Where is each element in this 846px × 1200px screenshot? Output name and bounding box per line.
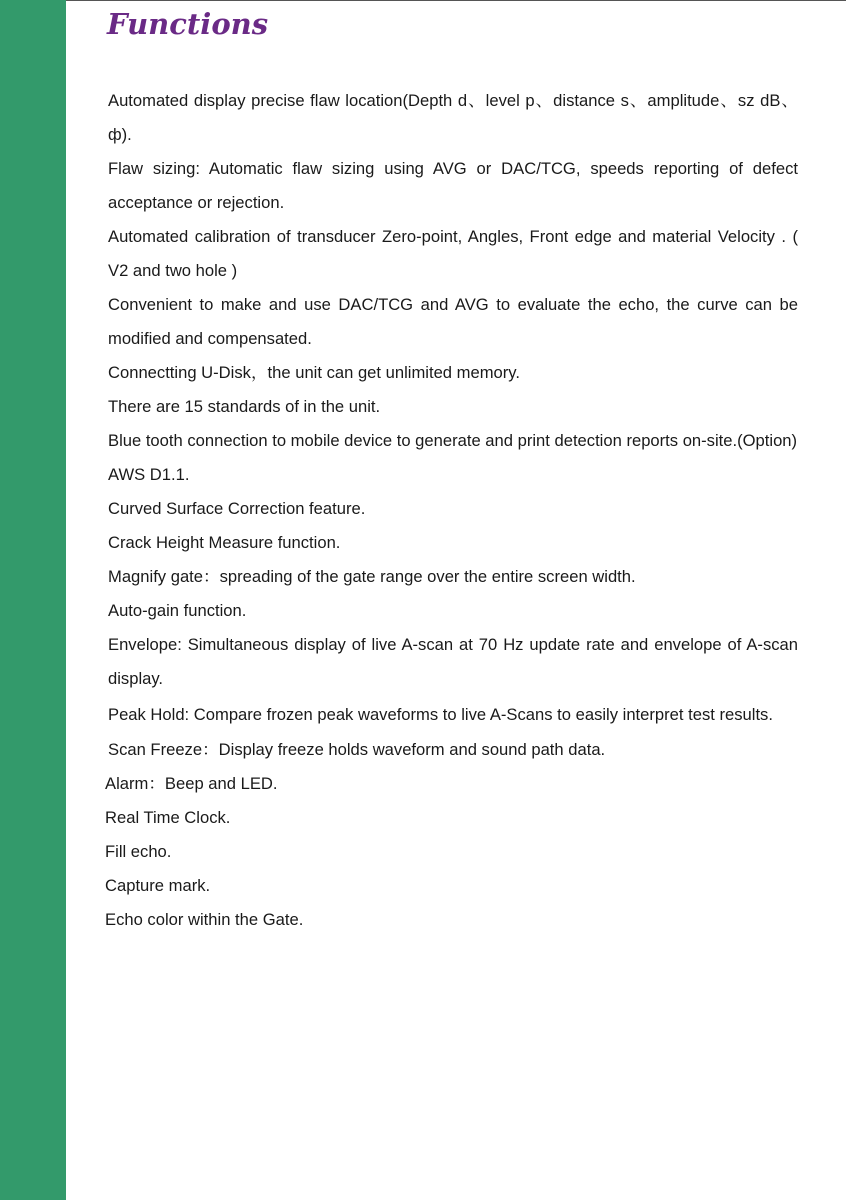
feature-item-u-disk: Connectting U-Disk，the unit can get unlimited memory. — [108, 363, 520, 382]
feature-list — [105, 84, 798, 937]
feature-item-crack-height: Crack Height Measure function. — [108, 533, 341, 552]
top-rule — [66, 0, 846, 1]
feature-item-standards: There are 15 standards of in the unit. — [108, 397, 381, 416]
feature-item-flaw-location: Automated display precise flaw location(Depth d、level p、distance s、amplitude、sz dB、ф). — [108, 91, 798, 144]
feature-item-envelope: Envelope: Simultaneous display of live A-scan at 70 Hz update rate and envelope of A-scan display. — [108, 635, 798, 688]
feature-item-automated-calibration: Automated calibration of transducer Zero-point, Angles, Front edge and material Velocity . ( V2 and two hole ) — [108, 227, 798, 280]
sidebar-band — [0, 0, 66, 1200]
feature-item-capture-mark: Capture mark. — [105, 876, 211, 895]
feature-item-alarm: Alarm：Beep and LED. — [105, 774, 278, 793]
feature-item-auto-gain: Auto-gain function. — [108, 601, 247, 620]
feature-item-echo-color: Echo color within the Gate. — [105, 910, 304, 929]
feature-item-real-time-clock: Real Time Clock. — [105, 808, 231, 827]
feature-item-peak-hold: Peak Hold: Compare frozen peak waveforms to live A-Scans to easily interpret test results. — [108, 705, 773, 724]
feature-item-bluetooth: Blue tooth connection to mobile device to generate and print detection reports on-site.(Option) — [108, 431, 798, 450]
feature-item-fill-echo: Fill echo. — [105, 842, 172, 861]
feature-item-scan-freeze: Scan Freeze：Display freeze holds waveform and sound path data. — [108, 740, 606, 759]
feature-item-curved-surface: Curved Surface Correction feature. — [108, 499, 366, 518]
feature-item-dac-tcg-avg: Convenient to make and use DAC/TCG and AVG to evaluate the echo, the curve can be modified and compensated. — [108, 295, 798, 348]
page-title: Functions — [107, 7, 269, 41]
feature-item-flaw-sizing: Flaw sizing: Automatic flaw sizing using AVG or DAC/TCG, speeds reporting of defect acceptance or rejection. — [108, 159, 798, 212]
feature-item-aws: AWS D1.1. — [108, 465, 190, 484]
feature-item-magnify-gate: Magnify gate：spreading of the gate range over the entire screen width. — [108, 567, 636, 586]
